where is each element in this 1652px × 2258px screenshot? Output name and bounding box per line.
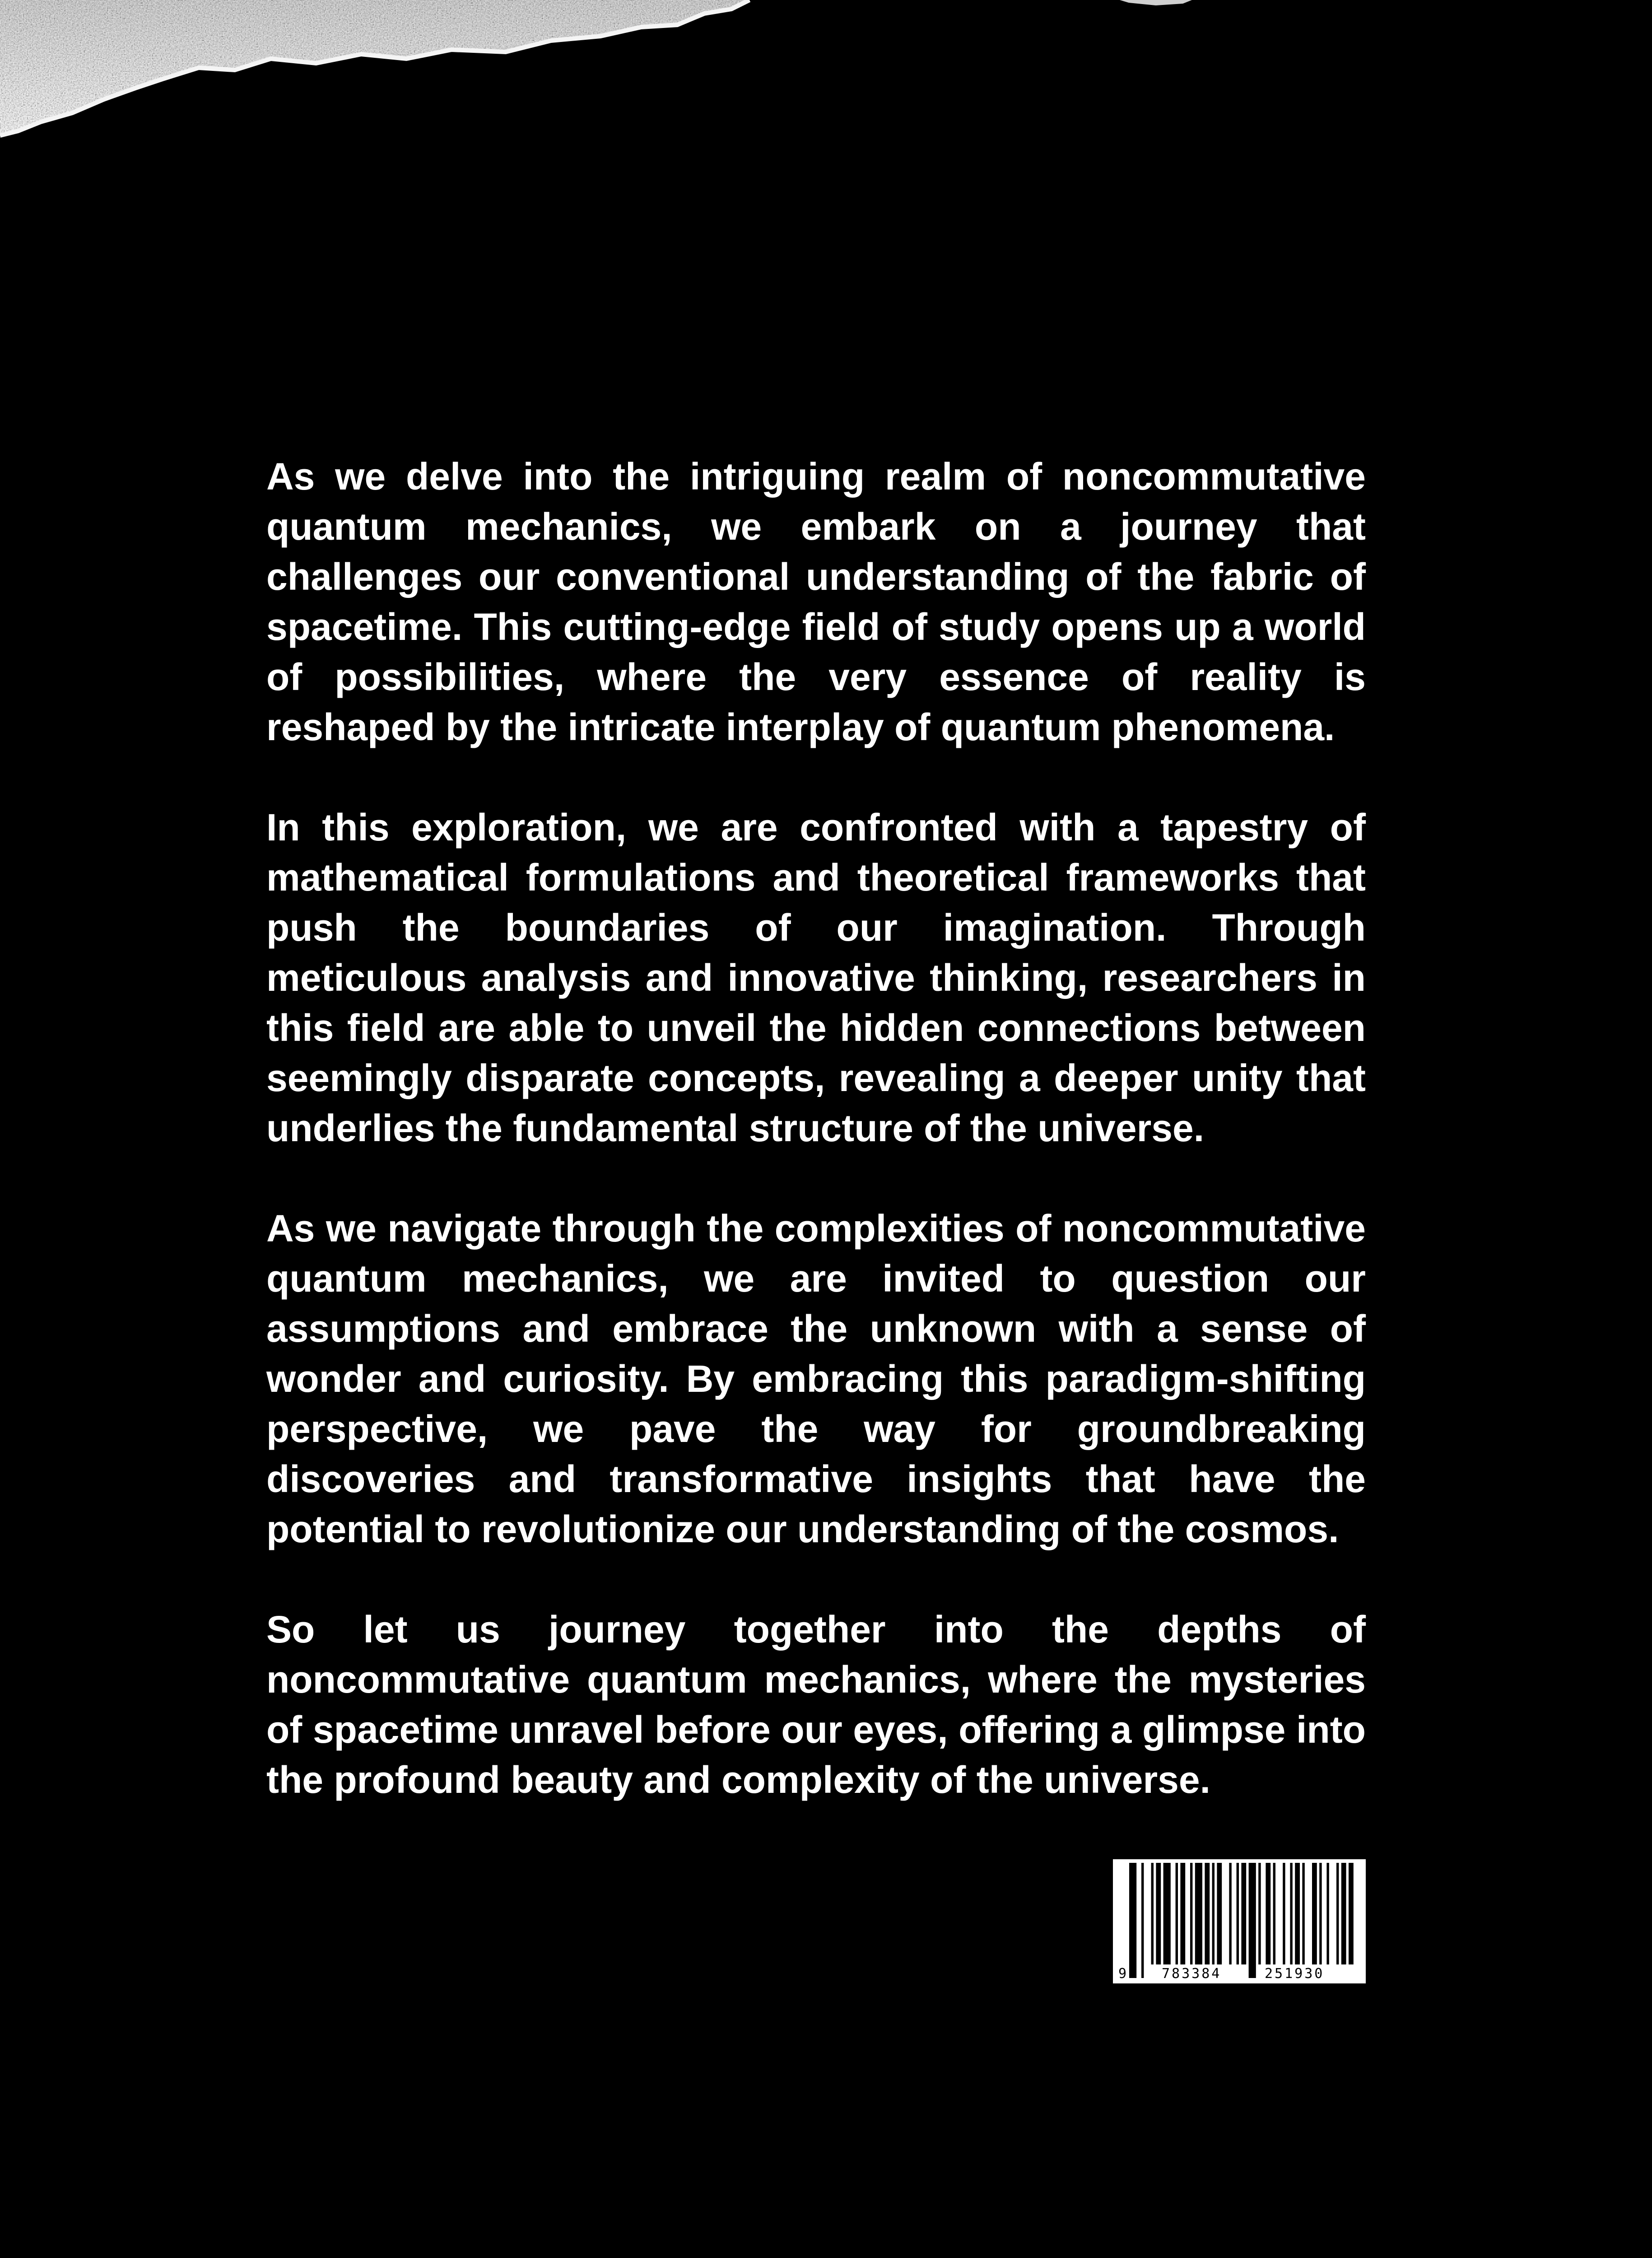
barcode-bar [1176,1863,1178,1964]
barcode-right-group: 251930 [1265,1966,1325,1982]
barcode-bar [1283,1863,1285,1964]
barcode-lead-digit: 9 [1118,1966,1127,1982]
blurb-paragraph-3: As we navigate through the complexities of noncommutative quantum mechanics, we are invited to question our assumptions and embrace the unknown with a sense of wonder and curiosity. By embracing this paradigm-shifting perspective, we pave the way for groundbreaking discoveries and transformative insights that have the potential to revolutionize our understanding of the cosmos. [266,1207,1366,1550]
barcode-bar [1237,1863,1239,1964]
barcode-bar [1319,1863,1322,1964]
blurb-paragraph-1: As we delve into the intriguing realm of noncommutative quantum mechanics, we embark on a journey that challenges our conventional understanding of the fabric of spacetime. This cutting-edge field of study opens up a world of possibilities, where the very essence of reality is reshaped by the intricate interplay of quantum phenomena. [266,455,1366,748]
barcode-bar [1156,1863,1161,1964]
barcode-left-group: 783384 [1162,1966,1222,1982]
barcode-bar [1212,1863,1215,1964]
barcode-bar [1190,1863,1192,1964]
barcode-bar [1302,1863,1304,1964]
blurb-paragraph-2: In this exploration, we are confronted with a tapestry of mathematical formulations and theoretical frameworks that push the boundaries of our imagination. Through meticulous analysis and innovative thinking, researchers in this field are able to unveil the hidden connections between seemingly disparate concepts, revealing a deeper unity that underlies the fundamental structure of the universe. [266,806,1366,1149]
barcode-bar [1217,1863,1222,1964]
barcode-bar [1205,1863,1210,1964]
barcode-bar [1312,1863,1317,1964]
barcode-bar [1336,1863,1339,1964]
barcode-bar [1141,1863,1144,1978]
barcode-bar [1273,1863,1275,1964]
barcode-bar [1229,1863,1231,1964]
isbn-barcode [1113,1859,1366,1983]
barcode-bar [1129,1863,1136,1978]
torn-image-edge [0,0,1652,154]
barcode-digits [1113,1966,1366,1982]
blurb-paragraph-4: So let us journey together into the depths of noncommutative quantum mechanics, where the mysteries of spacetime unravel before our eyes, offering a glimpse into the profound beauty and complexity of the universe. [266,1608,1366,1801]
barcode-bar [1249,1863,1256,1978]
barcode-bar [1326,1863,1329,1964]
barcode-bar [1241,1863,1246,1964]
barcode-bar [1349,1863,1354,1964]
barcode-bar [1151,1863,1154,1964]
barcode-bar [1258,1863,1261,1964]
barcode-bar [1341,1863,1346,1964]
barcode-bar [1163,1863,1171,1964]
barcode-bar [1295,1863,1300,1964]
barcode-bar [1195,1863,1202,1964]
barcode-bar [1180,1863,1185,1964]
back-cover-blurb [266,452,1366,1805]
barcode-bar [1290,1863,1292,1964]
barcode-bar [1266,1863,1270,1964]
barcode-bars [1113,1859,1366,1983]
